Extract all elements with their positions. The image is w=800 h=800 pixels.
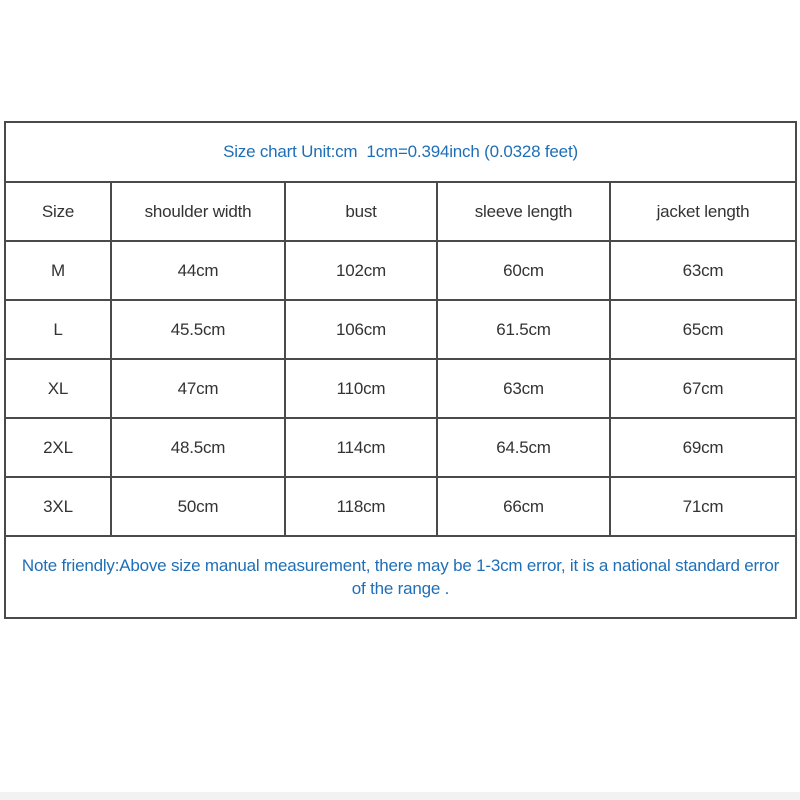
cell-jacket-length: 67cm [610, 359, 796, 418]
cell-shoulder-width: 50cm [111, 477, 285, 536]
cell-bust: 114cm [285, 418, 437, 477]
cell-size: L [5, 300, 111, 359]
cell-sleeve-length: 64.5cm [437, 418, 610, 477]
cell-shoulder-width: 44cm [111, 241, 285, 300]
cell-jacket-length: 69cm [610, 418, 796, 477]
note-row [5, 536, 796, 618]
header-bust: bust [285, 182, 437, 241]
cell-bust: 102cm [285, 241, 437, 300]
cell-bust: 118cm [285, 477, 437, 536]
cell-jacket-length: 63cm [610, 241, 796, 300]
table-row [5, 241, 796, 300]
cell-size: M [5, 241, 111, 300]
cell-sleeve-length: 61.5cm [437, 300, 610, 359]
cell-shoulder-width: 47cm [111, 359, 285, 418]
header-size: Size [5, 182, 111, 241]
cell-bust: 110cm [285, 359, 437, 418]
title-row [5, 122, 796, 182]
table-row [5, 418, 796, 477]
cell-size: XL [5, 359, 111, 418]
size-chart-table [4, 121, 797, 619]
cell-sleeve-length: 60cm [437, 241, 610, 300]
header-shoulder-width: shoulder width [111, 182, 285, 241]
size-note: Note friendly:Above size manual measurement, there may be 1-3cm error, it is a national standard error of the range . [5, 536, 796, 618]
cell-jacket-length: 71cm [610, 477, 796, 536]
size-chart-title: Size chart Unit:cm 1cm=0.394inch (0.0328 feet) [5, 122, 796, 182]
cell-shoulder-width: 48.5cm [111, 418, 285, 477]
header-sleeve-length: sleeve length [437, 182, 610, 241]
cell-sleeve-length: 66cm [437, 477, 610, 536]
cell-sleeve-length: 63cm [437, 359, 610, 418]
table-row [5, 359, 796, 418]
cell-size: 2XL [5, 418, 111, 477]
cell-size: 3XL [5, 477, 111, 536]
cell-jacket-length: 65cm [610, 300, 796, 359]
header-row [5, 182, 796, 241]
table-row [5, 477, 796, 536]
header-jacket-length: jacket length [610, 182, 796, 241]
cell-bust: 106cm [285, 300, 437, 359]
table-row [5, 300, 796, 359]
cell-shoulder-width: 45.5cm [111, 300, 285, 359]
bottom-divider [0, 792, 800, 800]
